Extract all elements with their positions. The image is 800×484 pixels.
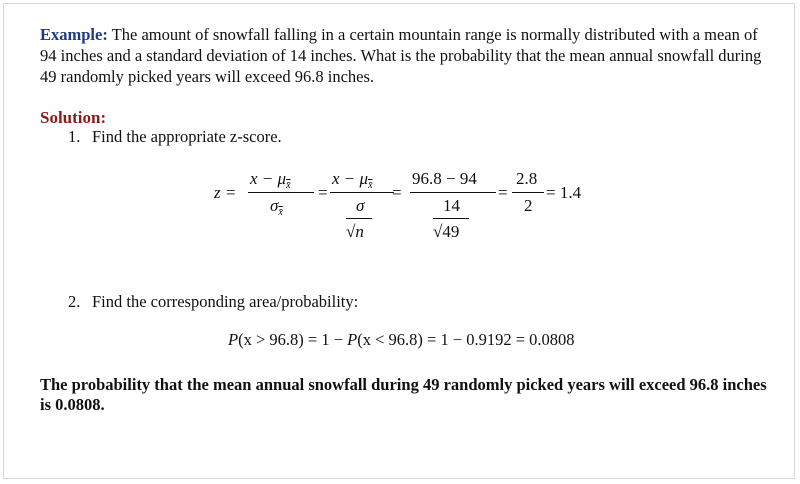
frac3-bar [410,192,496,193]
prob-p1: P [228,330,239,349]
frac1-denominator-sub: x̄ [278,207,283,218]
example-text: The amount of snowfall falling in a certain mountain range is normally distributed with a mean of 94 inches and a standard deviation of 14 inches. What is the probability that the mean annual snowfall during 49 randomly picked years will exceed 96.8 inches. [40,25,762,86]
frac2-den-bottom: √n [346,222,364,241]
frac3-den-top: 14 [443,196,460,215]
example-label: Example: [40,25,108,44]
step-1-number: 1. [68,127,81,146]
frac3-den-bottom: √49 [433,222,460,241]
z-result: = 1.4 [546,183,582,202]
step-1 [68,127,282,147]
probability-equation [228,330,575,350]
frac3-inner-bar [433,218,469,219]
frac2-bar [330,192,394,193]
frac1-bar [248,192,314,193]
frac2-numerator-sub: x̄ [368,180,373,191]
step-1-text: Find the appropriate z-score. [92,127,282,146]
frac4-numerator: 2.8 [516,169,538,188]
frac4-bar [512,192,544,193]
example-paragraph [40,24,770,87]
frac2-numerator [332,169,373,191]
step-2-text: Find the corresponding area/probability: [92,292,359,311]
z-score-equation [214,164,634,254]
solution-heading: Solution: [40,108,107,127]
frac2-numerator-text: x − μ [332,169,369,188]
frac2-inner-bar [346,218,372,219]
frac1-denominator-text: σ [270,196,279,215]
z-lhs: z = [214,183,237,202]
step-2-number: 2. [68,292,81,311]
frac1-numerator-sub: x̄ [286,180,291,191]
prob-part2: (x < 96.8) = 1 − 0.9192 = 0.0808 [357,330,575,349]
document-page [3,3,795,479]
step-2 [68,292,358,312]
frac2-den-top: σ [356,196,365,215]
prob-p2: P [347,330,358,349]
frac1-numerator [250,169,291,191]
frac4-denominator: 2 [524,196,533,215]
frac3-numerator: 96.8 − 94 [412,169,477,188]
eq-sign-1: = [318,183,328,202]
frac1-numerator-text: x − μ [250,169,287,188]
frac1-denominator [270,196,283,218]
prob-part1: (x > 96.8) = 1 − [238,330,348,349]
eq-sign-3: = [498,183,508,202]
eq-sign-2: = [392,183,402,202]
conclusion-text: The probability that the mean annual snowfall during 49 randomly picked years will exceed 96.8 inches is 0.0808. [40,375,767,414]
